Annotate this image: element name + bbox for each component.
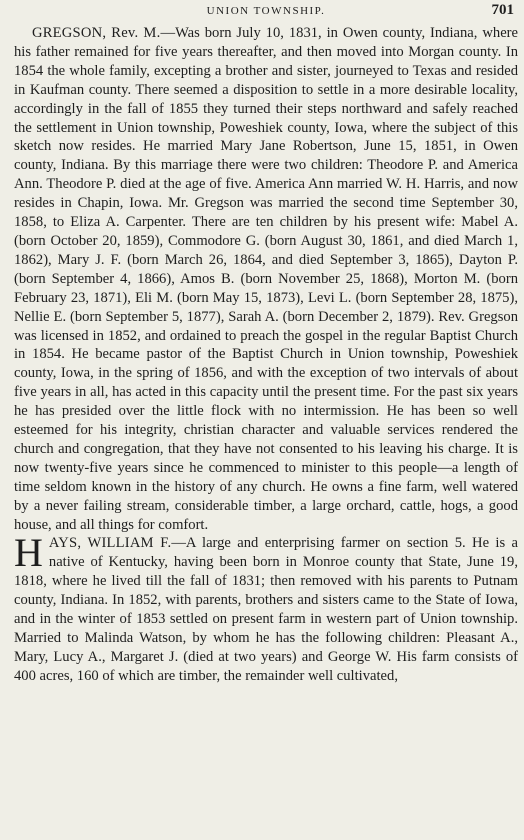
entry-text: —Was born July 10, 1831, in Owen county, Indiana, where his father remained for five years thereafter, and then moved into Morgan county. In 1854 the whole family, excepting a brother and sister, journeyed to Texas and resided in Kaufman county. There seemed a disposition to settle in a more desirable locality, accordingly in the fall of 1855 they turned their steps northward and safely reached the settlement in Union township, Poweshiek county, Iowa, where the subject of this sketch now resides. He married Mary Jane Robertson, June 15, 1851, in Owen county, Indiana. By this marriage there were two children: Theodore P. and America Ann. Theodore P. died at the age of five. America Ann married W. H. Harris, and now resides in Chapin, Iowa. Mr. Gregson was married the second time September 30, 1858, to Eliza A. Carpenter. There are ten children by his present wife: Mabel A. (born October 20, 1859), Commodore G. (born August 30, 1861, and died March 1, 1862), Mary J. F. (born March 26, 1864, and died September 3, 1865), Dayton P. (born September 4, 1866), Amos B. (born November 25, 1868), Morton M. (born February 23, 1871), Eli M. (born May 15, 1873), Levi L. (born September 28, 1875), Nellie E. (born September 5, 1877), Sarah A. (born December 2, 1879). Rev. Gregson was licensed in 1852, and ordained to preach the gospel in the regular Baptist Church in 1854. He became pastor of the Baptist Church in Union township, Poweshiek county, Iowa, in the spring of 1856, and with the exception of two intervals of about five years in all, has acted in this capacity until the present time. For the past six years he has presided over the little flock with no intermission. He has been so well esteemed for his integrity, christian character and valuable services rendered the church and congregation, that they have not consented to his leaving his charge. It is now twenty-five years since he commenced to minister to this people—a length of time seldom known in the history of any church. He owns a fine farm, well watered by a never failing stream, considerable timber, a large orchard, cattle, hogs, a good house, and all things for comfort. xyxy=(14,25,519,533)
entry-text: —A large and enterprising farmer on section 5. He is a native of Kentucky, having been born in Monroe county that State, June 19, 1818, where he lived till the fall of 1831; then removed with his parents to Putnam county, Indiana. In 1852, with parents, brothers and sisters came to the State of Iowa, and in the winter of 1853 settled on present farm in western part of Union township. Married to Malinda Watson, by whom he has the following children: Pleasant A., Mary, Lucy A., Margaret J. (died at two years) and George W. His farm consists of 400 acres, 160 of which are timber, the remainder well cultivated, xyxy=(14,535,518,684)
entry-name: GREGSON, Rev. M. xyxy=(32,25,161,41)
running-head: UNION TOWNSHIP. xyxy=(206,5,326,17)
biography-entry-hays xyxy=(14,530,518,685)
page-header xyxy=(14,0,518,24)
page-body xyxy=(14,24,518,686)
biography-entry-gregson xyxy=(14,24,518,534)
drop-cap: H xyxy=(14,530,43,576)
page-number: 701 xyxy=(491,2,514,18)
entry-name: AYS, WILLIAM F. xyxy=(48,535,172,552)
